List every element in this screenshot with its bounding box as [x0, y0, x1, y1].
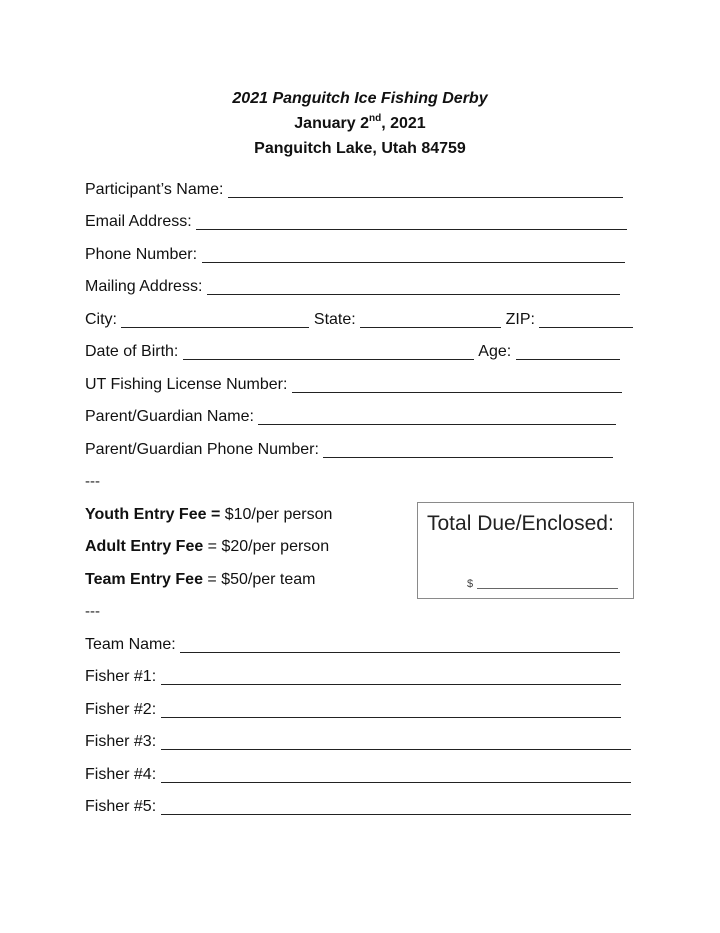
fisher-2-row: [85, 700, 621, 720]
fisher-4-row: [85, 765, 631, 785]
date-ordinal-suffix: nd: [369, 112, 382, 124]
participant-name-row: [85, 180, 623, 200]
section-separator-2: ---: [85, 603, 100, 620]
guardian-name-label: Parent/Guardian Name:: [85, 408, 254, 425]
guardian-name-row: [85, 407, 616, 427]
section-separator-1: ---: [85, 473, 100, 490]
license-label: UT Fishing License Number:: [85, 376, 288, 393]
fisher-4-field[interactable]: [161, 766, 631, 783]
fisher-3-row: [85, 732, 631, 752]
event-date-year: , 2021: [381, 115, 426, 132]
adult-fee-line: [85, 537, 329, 557]
participant-name-field[interactable]: [228, 181, 623, 198]
mailing-address-field[interactable]: [207, 278, 620, 295]
city-state-zip-row: [85, 310, 633, 330]
adult-fee-name: Adult Entry Fee: [85, 538, 204, 555]
city-label: City:: [85, 311, 117, 328]
age-label: Age:: [478, 343, 512, 360]
fisher-1-row: [85, 667, 621, 687]
fisher-5-field[interactable]: [161, 798, 631, 815]
phone-field[interactable]: [202, 246, 625, 263]
total-due-title: Total Due/Enclosed:: [427, 512, 614, 535]
youth-fee-name: Youth Entry Fee: [85, 506, 207, 523]
city-field[interactable]: [121, 311, 309, 328]
fisher-3-field[interactable]: [161, 733, 631, 750]
youth-fee-line: [85, 505, 332, 525]
phone-label: Phone Number:: [85, 246, 198, 263]
team-name-field[interactable]: [180, 636, 620, 653]
fisher-1-label: Fisher #1:: [85, 668, 157, 685]
currency-symbol: $: [467, 578, 474, 590]
fisher-2-label: Fisher #2:: [85, 701, 157, 718]
team-fee-amount: $50/per team: [221, 571, 316, 588]
team-fee-equals: =: [202, 571, 222, 588]
fisher-4-label: Fisher #4:: [85, 766, 157, 783]
phone-row: [85, 245, 625, 265]
adult-fee-equals: =: [203, 538, 222, 555]
guardian-phone-label: Parent/Guardian Phone Number:: [85, 441, 319, 458]
email-label: Email Address:: [85, 213, 192, 230]
state-label: State:: [313, 311, 356, 328]
fisher-3-label: Fisher #3:: [85, 733, 157, 750]
fisher-5-label: Fisher #5:: [85, 798, 157, 815]
team-fee-name: Team Entry Fee: [85, 571, 203, 588]
form-header: [0, 86, 720, 161]
event-date: [0, 111, 720, 136]
team-fee-line: [85, 570, 315, 590]
guardian-phone-field[interactable]: [323, 441, 613, 458]
state-field[interactable]: [360, 311, 501, 328]
email-field[interactable]: [196, 213, 627, 230]
dob-age-row: [85, 342, 620, 362]
license-field[interactable]: [292, 376, 622, 393]
youth-fee-equals: =: [206, 506, 225, 523]
event-title: 2021 Panguitch Ice Fishing Derby: [232, 90, 488, 107]
participant-name-label: Participant’s Name:: [85, 181, 224, 198]
total-due-amount-line: [467, 578, 618, 590]
guardian-phone-row: [85, 440, 613, 460]
event-location: Panguitch Lake, Utah 84759: [254, 140, 466, 157]
zip-field[interactable]: [539, 311, 633, 328]
team-name-label: Team Name:: [85, 636, 176, 653]
age-field[interactable]: [516, 343, 620, 360]
total-due-box: [417, 502, 634, 599]
license-row: [85, 375, 622, 395]
zip-label: ZIP:: [505, 311, 535, 328]
youth-fee-amount: $10/per person: [224, 506, 333, 523]
fisher-5-row: [85, 797, 631, 817]
mailing-address-row: [85, 277, 620, 297]
total-due-field[interactable]: [477, 578, 618, 589]
fisher-2-field[interactable]: [161, 701, 621, 718]
dob-field[interactable]: [183, 343, 474, 360]
guardian-name-field[interactable]: [258, 408, 616, 425]
team-name-row: [85, 635, 620, 655]
adult-fee-amount: $20/per person: [221, 538, 330, 555]
mailing-address-label: Mailing Address:: [85, 278, 203, 295]
fisher-1-field[interactable]: [161, 668, 621, 685]
event-date-day: January 2: [294, 115, 369, 132]
email-row: [85, 212, 627, 232]
dob-label: Date of Birth:: [85, 343, 179, 360]
